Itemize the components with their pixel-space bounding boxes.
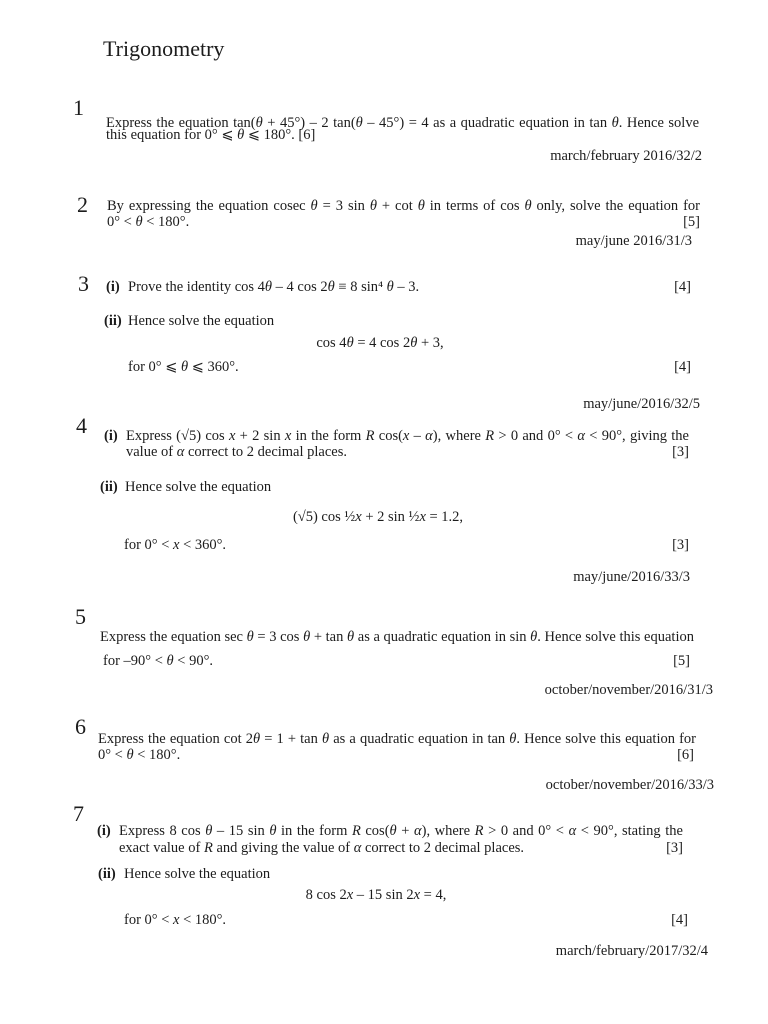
math-variable: θ <box>126 747 134 763</box>
math-variable: θ <box>310 198 318 214</box>
question-marks: [6] <box>677 747 694 763</box>
question-number: 7 <box>73 801 84 826</box>
math-variable: x <box>402 428 410 444</box>
math-variable: x <box>355 509 362 525</box>
math-variable: θ <box>264 279 273 295</box>
question-source: may/june/2016/32/5 <box>583 396 700 412</box>
math-variable: θ <box>166 653 174 669</box>
math-variable: θ <box>321 731 330 747</box>
part-equation: 8 cos 2x – 15 sin 2x = 4, <box>305 887 447 903</box>
part-marks: [4] <box>671 912 688 928</box>
math-variable: θ <box>355 115 363 131</box>
part-text-line: Hence solve the equation <box>124 866 271 882</box>
math-variable: R <box>365 428 375 444</box>
part-marks: [4] <box>674 279 691 295</box>
question-source: may/june 2016/31/3 <box>575 233 692 249</box>
math-variable: x <box>419 509 426 525</box>
question-number: 5 <box>75 604 86 629</box>
question-source: may/june/2016/33/3 <box>573 569 690 585</box>
part-text-line: Hence solve the equation <box>125 479 272 495</box>
question-source: october/november/2016/31/3 <box>544 682 713 698</box>
math-variable: R <box>203 840 213 856</box>
question-number: 4 <box>76 413 87 438</box>
math-variable: x <box>413 887 421 903</box>
part-equation: (√5) cos ½x + 2 sin ½x = 1.2, <box>292 509 464 525</box>
part-label: (ii) <box>100 479 118 495</box>
question-text-line: Express the equation sec θ = 3 cos θ + tan θ as a quadratic equation in sin θ. Hence solve this equation <box>100 629 694 645</box>
math-variable: θ <box>180 359 189 375</box>
part-text-line: Express 8 cos θ – 15 sin θ in the form R cos(θ + α), where R > 0 and 0° < α < 90°, stating the <box>119 823 683 839</box>
math-variable: θ <box>246 629 254 645</box>
math-variable: α <box>568 823 577 839</box>
part-interval: for 0° < x < 180°. <box>124 912 227 928</box>
math-variable: R <box>485 428 495 444</box>
question-text-line: By expressing the equation cosec θ = 3 sin θ + cot θ in terms of cos θ only, solve the equation for <box>107 198 700 214</box>
math-variable: θ <box>524 198 532 214</box>
math-variable: θ <box>252 731 261 747</box>
math-variable: x <box>228 428 236 444</box>
part-text-line: Prove the identity cos 4θ – 4 cos 2θ ≡ 8 sin⁴ θ – 3. <box>128 279 420 295</box>
math-variable: θ <box>386 279 394 295</box>
question-number: 6 <box>75 714 86 739</box>
part-label: (ii) <box>98 866 116 882</box>
math-variable: θ <box>369 198 377 214</box>
question-text-line: 0° < θ < 180°. <box>98 747 181 763</box>
math-variable: x <box>346 887 354 903</box>
math-variable: x <box>284 428 292 444</box>
part-marks: [3] <box>666 840 683 856</box>
math-variable: θ <box>237 127 245 143</box>
question-source: march/february 2016/32/2 <box>550 148 702 164</box>
question-number: 2 <box>77 192 88 217</box>
question-source: october/november/2016/33/3 <box>545 777 714 793</box>
part-interval: for 0° < x < 360°. <box>124 537 227 553</box>
math-variable: θ <box>255 115 263 131</box>
math-variable: α <box>425 428 433 444</box>
math-variable: θ <box>269 823 277 839</box>
math-variable: θ <box>135 214 143 230</box>
question-text-line: for –90° < θ < 90°. <box>103 653 213 669</box>
math-variable: x <box>173 912 180 928</box>
question-number: 3 <box>78 271 89 296</box>
part-marks: [3] <box>672 537 689 553</box>
question-marks: [5] <box>683 214 700 230</box>
question-text-line: Express the equation cot 2θ = 1 + tan θ as a quadratic equation in tan θ. Hence solve this equation for <box>98 731 697 747</box>
math-variable: θ <box>347 629 355 645</box>
part-label: (i) <box>106 279 120 295</box>
math-variable: θ <box>410 335 418 351</box>
page-title: Trigonometry <box>103 36 225 61</box>
math-variable: θ <box>327 279 335 295</box>
math-variable: θ <box>346 335 354 351</box>
part-text-line: Express (√5) cos x + 2 sin x in the form R cos(x – α), where R > 0 and 0° < α < 90°, giving the <box>126 428 689 444</box>
math-variable: α <box>414 823 422 839</box>
math-variable: θ <box>205 823 213 839</box>
question-marks: [5] <box>673 653 690 669</box>
question-text-line: this equation for 0° ⩽ θ ⩽ 180°. [6] <box>106 127 316 143</box>
part-equation: cos 4θ = 4 cos 2θ + 3, <box>316 335 444 351</box>
math-variable: α <box>577 428 585 444</box>
part-text-line: Hence solve the equation <box>128 313 275 329</box>
math-variable: R <box>351 823 361 839</box>
part-label: (i) <box>104 428 118 444</box>
part-marks: [3] <box>672 444 689 460</box>
part-label: (ii) <box>104 313 122 329</box>
part-marks: [4] <box>674 359 691 375</box>
math-variable: R <box>474 823 484 839</box>
math-variable: θ <box>530 629 538 645</box>
question-text-line: Express the equation tan(θ + 45°) – 2 tan(θ – 45°) = 4 as a quadratic equation in tan θ. Hence solve <box>106 115 700 131</box>
math-variable: α <box>176 444 185 460</box>
math-variable: θ <box>509 731 517 747</box>
math-variable: θ <box>389 823 397 839</box>
math-variable: θ <box>303 629 311 645</box>
question-number: 1 <box>73 95 84 120</box>
question-text-line: 0° < θ < 180°. <box>107 214 190 230</box>
math-variable: θ <box>611 115 619 131</box>
part-label: (i) <box>97 823 111 839</box>
question-source: march/february/2017/32/4 <box>555 943 708 959</box>
math-variable: θ <box>417 198 425 214</box>
math-variable: α <box>353 840 362 856</box>
part-interval: for 0° ⩽ θ ⩽ 360°. <box>128 359 239 375</box>
part-text-line: value of α correct to 2 decimal places. <box>126 444 348 460</box>
math-variable: x <box>173 537 180 553</box>
part-text-line: exact value of R and giving the value of α correct to 2 decimal places. <box>119 840 525 856</box>
